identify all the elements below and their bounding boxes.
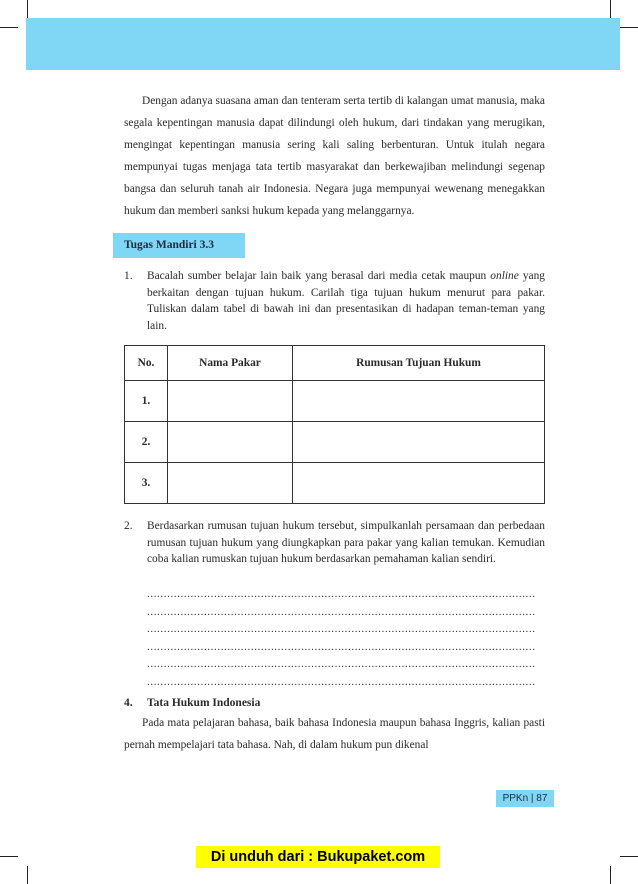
header-rumusan: Rumusan Tujuan Hukum (293, 346, 545, 381)
item-2-text: Berdasarkan rumusan tujuan hukum tersebut, simpulkanlah persamaan dan perbedaan rumusan tujuan hukum yang diungkapkan para pakar yang kalian temukan. Kemudian coba kalian rumuskan tujuan hukum berdasarkan pemahaman kalian sendiri. (147, 520, 545, 565)
row-number: 3. (125, 463, 168, 504)
row-number: 2. (125, 422, 168, 463)
expert-name-cell (168, 422, 293, 463)
formulation-cell (293, 381, 545, 422)
expert-name-cell (168, 463, 293, 504)
table-row (125, 463, 545, 504)
formulation-cell (293, 422, 545, 463)
crop-mark (27, 866, 28, 884)
crop-mark (27, 0, 28, 18)
item-1-text: Bacalah sumber belajar lain baik yang berasal dari media cetak maupun online yang berkaitan dengan tujuan hukum. Carilah tiga tujuan hukum menurut para pakar. Tuliskan dalam tabel di bawah ini dan presentasikan di hadapan teman-teman yang lain. (147, 270, 545, 332)
row-number: 1. (125, 381, 168, 422)
section-4-heading: 4. Tata Hukum Indonesia (124, 697, 261, 709)
crop-mark (610, 866, 611, 884)
crop-mark (620, 856, 638, 857)
section-4-paragraph: Pada mata pelajaran bahasa, baik bahasa Indonesia maupun bahasa Inggris, kalian pasti pernah mempelajari tata bahasa. Nah, di dalam hukum pun dikenal (124, 717, 545, 751)
task-tag: Tugas Mandiri 3.3 (113, 233, 245, 258)
expert-table (124, 345, 545, 504)
table-row (125, 381, 545, 422)
answer-line: .................................................................................................................... (147, 675, 536, 688)
crop-mark (0, 27, 18, 28)
table-row (125, 422, 545, 463)
item-2-number: 2. (124, 520, 133, 532)
crop-mark (610, 0, 611, 18)
answer-line: .................................................................................................................... (147, 605, 536, 618)
header-no: No. (125, 346, 168, 381)
crop-mark (0, 856, 18, 857)
answer-line: .................................................................................................................... (147, 640, 536, 653)
crop-mark (620, 27, 638, 28)
answer-line: .................................................................................................................... (147, 658, 536, 670)
item-1-number: 1. (124, 270, 133, 282)
header-nama-pakar: Nama Pakar (168, 346, 293, 381)
table-header-row (125, 346, 545, 381)
download-banner: Di unduh dari : Bukupaket.com (196, 846, 440, 868)
intro-paragraph: Dengan adanya suasana aman dan tenteram serta tertib di kalangan umat manusia, maka segala kepentingan manusia dapat dilindungi oleh hukum, dari tindakan yang merugikan, mengingat kepentingan manusia sering kali saling berbenturan. Untuk itulah negara mempunyai tugas menjaga tata tertib masyarakat dan berkewajiban melindungi segenap bangsa dan seluruh tanah air Indonesia. Negara juga mempunyai wewenang menegakkan hukum dan memberi sanksi hukum kepada yang melanggarnya. (124, 95, 545, 217)
page-number-badge: PPKn | 87 (496, 790, 554, 807)
header-band (26, 18, 620, 70)
expert-name-cell (168, 381, 293, 422)
formulation-cell (293, 463, 545, 504)
answer-line: .................................................................................................................... (147, 623, 536, 635)
answer-line: .................................................................................................................... (147, 588, 536, 600)
